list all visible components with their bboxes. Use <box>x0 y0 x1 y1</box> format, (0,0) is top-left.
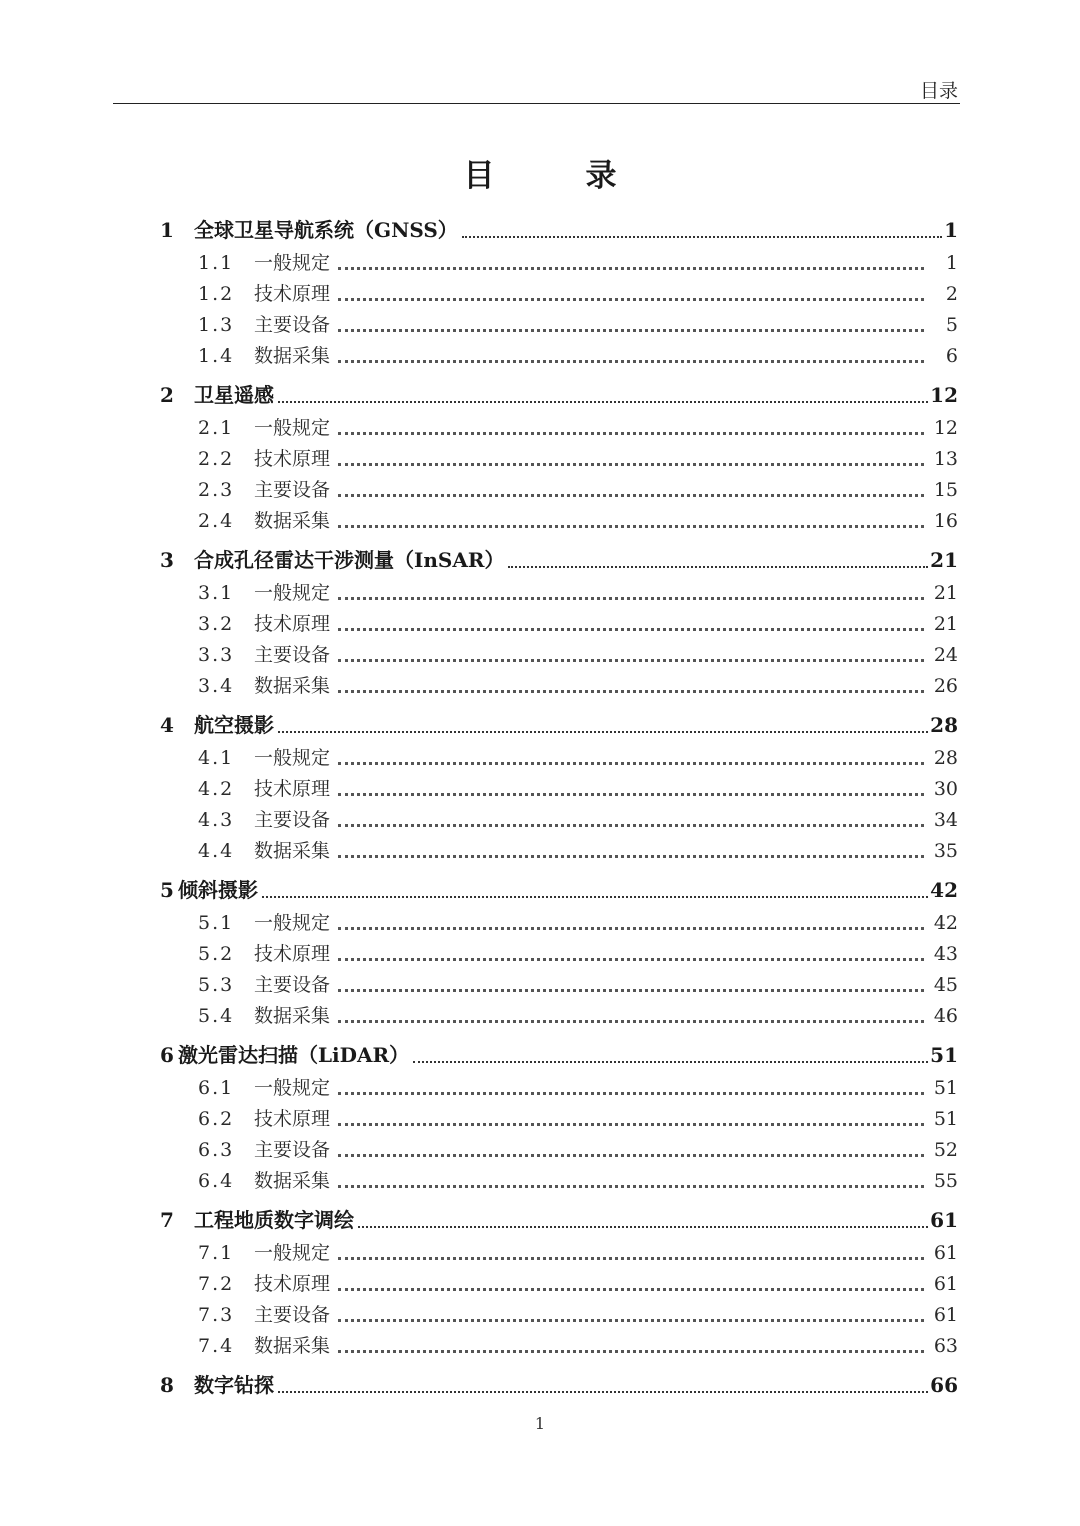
section-title: 一般规定 <box>254 582 331 604</box>
section-title: 数据采集 <box>254 675 331 697</box>
toc-section-entry[interactable] <box>160 774 958 805</box>
section-number: 3.3 <box>198 644 235 666</box>
dot-leader <box>338 267 924 270</box>
chapter-number: 3 <box>160 548 174 572</box>
toc-section-entry[interactable] <box>160 609 958 640</box>
section-title: 数据采集 <box>254 345 331 367</box>
chapter-page-number: 61 <box>930 1208 958 1232</box>
section-page-number: 26 <box>933 675 958 697</box>
toc-section-entry[interactable] <box>160 743 958 774</box>
chapter-number: 1 <box>160 218 174 242</box>
section-page-number: 45 <box>933 974 958 996</box>
table-of-contents <box>160 212 958 1403</box>
section-number: 7.3 <box>198 1304 235 1326</box>
dot-leader <box>462 236 942 238</box>
toc-section-entry[interactable] <box>160 1300 958 1331</box>
chapter-page-number: 51 <box>930 1043 958 1067</box>
section-number: 7.1 <box>198 1242 235 1264</box>
section-number: 1.4 <box>198 345 235 367</box>
dot-leader <box>338 690 924 693</box>
toc-chapter-entry[interactable] <box>160 1202 958 1238</box>
section-title: 一般规定 <box>254 1242 331 1264</box>
dot-leader <box>338 432 924 435</box>
section-title: 数据采集 <box>254 840 331 862</box>
chapter-page-number: 28 <box>930 713 958 737</box>
dot-leader <box>338 494 924 497</box>
section-page-number: 52 <box>933 1139 958 1161</box>
toc-section-entry[interactable] <box>160 341 958 372</box>
section-title: 技术原理 <box>254 943 331 965</box>
section-number: 1.2 <box>198 283 235 305</box>
section-page-number: 61 <box>933 1304 958 1326</box>
toc-section-entry[interactable] <box>160 444 958 475</box>
section-number: 7.4 <box>198 1335 235 1357</box>
toc-section-entry[interactable] <box>160 908 958 939</box>
chapter-title: 激光雷达扫描（LiDAR） <box>178 1043 410 1067</box>
toc-title: 目 录 <box>463 158 647 194</box>
section-number: 6.2 <box>198 1108 235 1130</box>
dot-leader <box>338 597 924 600</box>
section-page-number: 34 <box>933 809 958 831</box>
toc-chapter-entry[interactable] <box>160 1367 958 1403</box>
dot-leader <box>338 927 924 930</box>
chapter-title: 数字钻探 <box>194 1373 274 1397</box>
chapter-title: 全球卫星导航系统（GNSS） <box>194 218 458 242</box>
toc-section-entry[interactable] <box>160 1135 958 1166</box>
section-page-number: 21 <box>933 582 958 604</box>
toc-section-entry[interactable] <box>160 1001 958 1032</box>
toc-chapter-entry[interactable] <box>160 707 958 743</box>
toc-section-entry[interactable] <box>160 1269 958 1300</box>
section-title: 主要设备 <box>254 974 331 996</box>
chapter-title: 合成孔径雷达干涉测量（InSAR） <box>194 548 505 572</box>
section-title: 数据采集 <box>254 1005 331 1027</box>
dot-leader <box>338 762 924 765</box>
dot-leader <box>338 1185 924 1188</box>
chapter-page-number: 42 <box>930 878 958 902</box>
section-page-number: 61 <box>933 1273 958 1295</box>
section-title: 一般规定 <box>254 912 331 934</box>
dot-leader <box>338 958 924 961</box>
toc-section-entry[interactable] <box>160 248 958 279</box>
section-title: 技术原理 <box>254 1108 331 1130</box>
section-page-number: 6 <box>945 345 958 367</box>
dot-leader <box>338 1020 924 1023</box>
page-number: 1 <box>534 1414 546 1433</box>
chapter-title: 工程地质数字调绘 <box>194 1208 354 1232</box>
dot-leader <box>338 329 924 332</box>
chapter-number: 2 <box>160 383 174 407</box>
toc-section-entry[interactable] <box>160 475 958 506</box>
dot-leader <box>338 824 924 827</box>
section-title: 数据采集 <box>254 1335 331 1357</box>
dot-leader <box>262 896 928 898</box>
chapter-number: 4 <box>160 713 174 737</box>
chapter-number: 7 <box>160 1208 174 1232</box>
dot-leader <box>338 989 924 992</box>
section-number: 4.1 <box>198 747 235 769</box>
section-title: 主要设备 <box>254 314 331 336</box>
section-title: 数据采集 <box>254 510 331 532</box>
section-title: 技术原理 <box>254 613 331 635</box>
section-title: 主要设备 <box>254 644 331 666</box>
toc-chapter-entry[interactable] <box>160 542 958 578</box>
section-page-number: 46 <box>933 1005 958 1027</box>
section-page-number: 12 <box>933 417 958 439</box>
toc-section-entry[interactable] <box>160 805 958 836</box>
chapter-number: 8 <box>160 1373 174 1397</box>
toc-section-entry[interactable] <box>160 1073 958 1104</box>
section-number: 6.3 <box>198 1139 235 1161</box>
toc-section-entry[interactable] <box>160 578 958 609</box>
dot-leader <box>338 1092 924 1095</box>
toc-section-entry[interactable] <box>160 506 958 537</box>
section-page-number: 13 <box>933 448 958 470</box>
dot-leader <box>338 1154 924 1157</box>
section-title: 技术原理 <box>254 778 331 800</box>
dot-leader <box>358 1226 928 1228</box>
chapter-page-number: 66 <box>930 1373 958 1397</box>
dot-leader <box>338 1123 924 1126</box>
header-rule <box>113 103 960 104</box>
chapter-page-number: 21 <box>930 548 958 572</box>
section-number: 2.2 <box>198 448 235 470</box>
section-page-number: 24 <box>933 644 958 666</box>
section-title: 主要设备 <box>254 1304 331 1326</box>
dot-leader <box>338 360 924 363</box>
dot-leader <box>413 1061 928 1063</box>
section-page-number: 35 <box>933 840 958 862</box>
section-number: 4.2 <box>198 778 235 800</box>
toc-section-entry[interactable] <box>160 1104 958 1135</box>
dot-leader <box>338 793 924 796</box>
dot-leader <box>278 731 928 733</box>
section-number: 5.3 <box>198 974 235 996</box>
section-title: 主要设备 <box>254 809 331 831</box>
section-number: 2.4 <box>198 510 235 532</box>
chapter-title: 航空摄影 <box>194 713 274 737</box>
section-title: 数据采集 <box>254 1170 331 1192</box>
section-number: 7.2 <box>198 1273 235 1295</box>
section-number: 5.4 <box>198 1005 235 1027</box>
section-number: 5.1 <box>198 912 235 934</box>
dot-leader <box>508 566 928 568</box>
chapter-title: 卫星遥感 <box>194 383 274 407</box>
section-number: 6.1 <box>198 1077 235 1099</box>
toc-section-entry[interactable] <box>160 1238 958 1269</box>
chapter-number: 5 <box>160 878 174 902</box>
toc-section-entry[interactable] <box>160 279 958 310</box>
section-title: 技术原理 <box>254 283 331 305</box>
section-number: 1.3 <box>198 314 235 336</box>
section-title: 主要设备 <box>254 1139 331 1161</box>
section-number: 6.4 <box>198 1170 235 1192</box>
toc-section-entry[interactable] <box>160 836 958 867</box>
chapter-number: 6 <box>160 1043 174 1067</box>
section-title: 一般规定 <box>254 747 331 769</box>
toc-section-entry[interactable] <box>160 413 958 444</box>
toc-section-entry[interactable] <box>160 640 958 671</box>
section-page-number: 16 <box>933 510 958 532</box>
section-number: 4.4 <box>198 840 235 862</box>
toc-chapter-entry[interactable] <box>160 212 958 248</box>
section-page-number: 43 <box>933 943 958 965</box>
section-number: 2.3 <box>198 479 235 501</box>
section-title: 技术原理 <box>254 1273 331 1295</box>
section-page-number: 55 <box>933 1170 958 1192</box>
section-page-number: 5 <box>945 314 958 336</box>
section-number: 1.1 <box>198 252 235 274</box>
section-title: 技术原理 <box>254 448 331 470</box>
dot-leader <box>338 1288 924 1291</box>
section-number: 5.2 <box>198 943 235 965</box>
section-title: 一般规定 <box>254 252 331 274</box>
dot-leader <box>338 1319 924 1322</box>
dot-leader <box>338 628 924 631</box>
section-page-number: 21 <box>933 613 958 635</box>
chapter-title: 倾斜摄影 <box>178 878 258 902</box>
toc-section-entry[interactable] <box>160 671 958 702</box>
section-title: 一般规定 <box>254 417 331 439</box>
dot-leader <box>338 1350 924 1353</box>
toc-chapter-entry[interactable] <box>160 377 958 413</box>
section-page-number: 51 <box>933 1108 958 1130</box>
toc-chapter-entry[interactable] <box>160 872 958 908</box>
section-page-number: 51 <box>933 1077 958 1099</box>
chapter-page-number: 1 <box>944 218 958 242</box>
dot-leader <box>278 401 928 403</box>
section-number: 2.1 <box>198 417 235 439</box>
section-title: 主要设备 <box>254 479 331 501</box>
toc-section-entry[interactable] <box>160 1331 958 1362</box>
dot-leader <box>338 298 924 301</box>
section-page-number: 15 <box>933 479 958 501</box>
section-page-number: 61 <box>933 1242 958 1264</box>
section-page-number: 1 <box>945 252 958 274</box>
section-page-number: 2 <box>945 283 958 305</box>
toc-section-entry[interactable] <box>160 310 958 341</box>
chapter-page-number: 12 <box>930 383 958 407</box>
section-page-number: 28 <box>933 747 958 769</box>
section-page-number: 42 <box>933 912 958 934</box>
section-page-number: 63 <box>933 1335 958 1357</box>
section-page-number: 30 <box>933 778 958 800</box>
dot-leader <box>278 1391 928 1393</box>
dot-leader <box>338 525 924 528</box>
section-title: 一般规定 <box>254 1077 331 1099</box>
toc-section-entry[interactable] <box>160 939 958 970</box>
dot-leader <box>338 659 924 662</box>
toc-section-entry[interactable] <box>160 1166 958 1197</box>
section-number: 3.1 <box>198 582 235 604</box>
running-header: 目录 <box>919 80 958 102</box>
dot-leader <box>338 1257 924 1260</box>
toc-chapter-entry[interactable] <box>160 1037 958 1073</box>
dot-leader <box>338 855 924 858</box>
section-number: 3.2 <box>198 613 235 635</box>
section-number: 3.4 <box>198 675 235 697</box>
toc-section-entry[interactable] <box>160 970 958 1001</box>
dot-leader <box>338 463 924 466</box>
section-number: 4.3 <box>198 809 235 831</box>
